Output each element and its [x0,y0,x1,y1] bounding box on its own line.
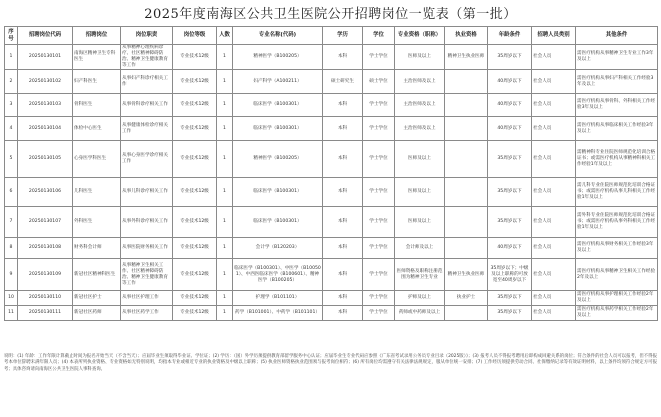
table-cell: 心身医学科医生 [73,141,121,178]
table-cell: 从事儿科诊疗相关工作 [121,178,173,207]
col-header: 人数 [217,27,233,45]
table-cell: 20250130103 [18,94,73,117]
table-cell: 精神医学（B100205） [233,45,323,70]
table-cell: 硕士研究生 [323,70,363,94]
table-cell: 3 [5,94,18,117]
col-header: 专业名称(代码) [233,27,323,45]
table-cell: 妇产科学（A100211） [233,70,323,94]
table-cell: 本科 [323,207,363,238]
table-cell: 社会人员 [532,207,576,238]
table-cell: 主治医师及以上 [395,94,445,117]
table-cell: 外科医生 [73,207,121,238]
table-cell: 学士学位 [363,141,395,178]
table-cell: 4 [5,117,18,141]
table-cell: 精神卫生执业医师 [445,45,488,70]
table-cell: 医师及以上 [395,207,445,238]
table-cell: 本科 [323,178,363,207]
table-cell: 临床医学（B100301）、中医学（B100501）、中西医临床医学（B100601）、精神医学（B100205） [233,259,323,291]
table-cell: 学士学位 [363,117,395,141]
table-cell: 20250130109 [18,259,73,291]
table-cell: 会计师及以上 [395,238,445,259]
table-cell: 40周岁以下 [488,117,532,141]
table-cell: 需精神科专业住院医师规范化培训合格证书；或需医疗机构从事精神科相关工作经验1年及以上 [576,141,658,178]
table-cell: 本科 [323,259,363,291]
col-header: 其他条件 [576,27,658,45]
table-cell: 主治医师及以上 [395,70,445,94]
table-cell: 学士学位 [363,306,395,321]
table-cell: 骨科医生 [73,94,121,117]
col-header: 年龄条件 [488,27,532,45]
table-cell [445,117,488,141]
table-cell: 学士学位 [363,238,395,259]
table-cell: 执业护士 [445,291,488,306]
table-cell: 从事妇产科诊疗相关工作 [121,70,173,94]
table-cell: 新冠社区药师 [73,306,121,321]
table-cell: 1 [217,117,233,141]
table-cell: 20250130111 [18,306,73,321]
table-cell: 学士学位 [363,259,395,291]
table-cell: 35周岁以下；中级及以上职称的可放宽至40周岁以下 [488,259,532,291]
col-header: 招聘人员类别 [532,27,576,45]
table-cell: 20250130101 [18,45,73,70]
table-cell: 1 [217,94,233,117]
col-header: 招聘岗位 [73,27,121,45]
table-cell: 1 [217,178,233,207]
table-cell: 从事医院财务相关工作 [121,238,173,259]
table-cell: 20250130102 [18,70,73,94]
table-cell: 专业技术12级 [173,291,217,306]
table-cell: 体检中心医生 [73,117,121,141]
table-cell: 1 [217,70,233,94]
table-cell: 医师及以上 [395,178,445,207]
table-row [5,117,658,141]
page-title: 2025年度南海区公共卫生医院公开招聘岗位一览表（第一批） [144,7,517,22]
table-cell: 社会人员 [532,117,576,141]
table-cell: 从事心身医学诊疗相关工作 [121,141,173,178]
table-cell: 专业技术12级 [173,94,217,117]
table-cell: 11 [5,306,18,321]
col-header: 学位 [363,27,395,45]
table-cell: 20250130105 [18,141,73,178]
table-cell: 专业技术12级 [173,141,217,178]
table-cell: 从事社区药学工作 [121,306,173,321]
table-cell: 本科 [323,141,363,178]
table-cell: 2 [5,70,18,94]
table-cell: 20250130104 [18,117,73,141]
table-cell: 学士学位 [363,45,395,70]
table-cell: 临床医学（B100301） [233,117,323,141]
table-cell: 专业技术12级 [173,117,217,141]
table-cell: 35周岁以下 [488,207,532,238]
col-header: 序号 [5,27,18,45]
table-cell [445,178,488,207]
table-cell: 10 [5,291,18,306]
table-cell: 新冠社区精神科医生 [73,259,121,291]
table-row [5,238,658,259]
table-cell: 从事健康体检诊疗相关工作 [121,117,173,141]
table-cell: 专业技术12级 [173,45,217,70]
table-cell: 本科 [323,291,363,306]
table-cell: 需医疗机构从事精神卫生专业工作3年及以上 [576,45,658,70]
table-cell: 6 [5,178,18,207]
table-cell: 社会人员 [532,238,576,259]
table-cell: 学士学位 [363,291,395,306]
table-cell: 需医疗机构从事妇产科相关工作经验3年及以上 [576,70,658,94]
table-cell: 1 [217,207,233,238]
table-header-row [5,27,658,45]
table-row [5,45,658,70]
table-cell [445,306,488,321]
table-cell [445,141,488,178]
table-cell: 需医疗机构从事药学相关工作经验2年及以上 [576,306,658,321]
table-cell: 新冠社区护士 [73,291,121,306]
table-cell [445,94,488,117]
table-cell: 专业技术12级 [173,306,217,321]
table-row [5,141,658,178]
table-cell: 本科 [323,306,363,321]
table-cell: 医师及以上 [395,141,445,178]
table-cell: 社会人员 [532,45,576,70]
table-cell: 社会人员 [532,94,576,117]
table-cell: 社会人员 [532,70,576,94]
table-cell: 1 [217,306,233,321]
table-cell: 精神卫生执业医师 [445,259,488,291]
table-cell: 本科 [323,117,363,141]
col-header: 招聘岗位代码 [18,27,73,45]
table-cell: 20250130107 [18,207,73,238]
table-cell: 硕士学位 [363,70,395,94]
table-cell: 社会人员 [532,141,576,178]
col-header: 岗位等级 [173,27,217,45]
table-cell: 40周岁以下 [488,238,532,259]
table-cell: 本科 [323,45,363,70]
table-cell: 医师及以上 [395,45,445,70]
col-header: 执业资格 [445,27,488,45]
table-cell: 需医疗机构从事骨科、外科相关工作经验3年及以上 [576,94,658,117]
table-cell: 学士学位 [363,94,395,117]
table-cell: 需医疗机构从事临床相关工作经验3年及以上 [576,117,658,141]
table-cell: 精神医学（B100205） [233,141,323,178]
table-cell: 临床医学（B100301） [233,207,323,238]
table-cell: 社会人员 [532,178,576,207]
table-cell: 5 [5,141,18,178]
table-cell: 需医疗机构从事精神卫生相关工作经验2年及以上 [576,259,658,291]
table-cell: 从事精神卫生相关工作、社区精神障碍防治、精神卫生健康教育等工作 [121,259,173,291]
table-cell: 社会人员 [532,291,576,306]
table-cell: 临床医学（B100301） [233,94,323,117]
col-header: 专业资格（职称） [395,27,445,45]
table-cell: 40周岁以下 [488,70,532,94]
table-cell: 妇产科医生 [73,70,121,94]
table-cell: 35周岁以下 [488,178,532,207]
table-cell: 需外科专业住院医师规范化培训合格证书；或需医疗机构从事外科相关工作经验1年及以上 [576,207,658,238]
table-cell: 护理学（B101101） [233,291,323,306]
table-cell: 1 [217,238,233,259]
table-cell: 本科 [323,238,363,259]
table-cell: 从事精神心理疾病诊疗、社区精神障碍防治、精神卫生健康教育等工作 [121,45,173,70]
table-body [5,45,658,321]
table-cell: 1 [217,45,233,70]
table-cell: 20250130110 [18,291,73,306]
table-cell: 从事外科诊疗相关工作 [121,207,173,238]
table-cell: 财务科会计师 [73,238,121,259]
table-cell: 1 [217,291,233,306]
col-header: 岗位职责 [121,27,173,45]
table-cell: 本科 [323,94,363,117]
table-cell: 学士学位 [363,207,395,238]
table-row [5,291,658,306]
table-row [5,306,658,321]
table-cell: 护师及以上 [395,291,445,306]
table-cell: 从事社区护理工作 [121,291,173,306]
table-cell [445,70,488,94]
table-cell: 专业技术12级 [173,70,217,94]
table-cell: 35周岁以下 [488,306,532,321]
table-row [5,178,658,207]
table-cell [445,207,488,238]
table-row [5,207,658,238]
positions-table [4,26,658,321]
table-cell: 专业技术12级 [173,259,217,291]
table-cell: 20250130106 [18,178,73,207]
table-cell: 学士学位 [363,178,395,207]
table-cell: 需医疗机构从事财务相关工作经验3年及以上 [576,238,658,259]
table-cell: 药学（B101001）、中药学（B101101） [233,306,323,321]
col-header: 学历 [323,27,363,45]
table-cell: 医师资格及职称注册范围为精神卫生专业 [395,259,445,291]
table-cell: 40周岁以下 [488,94,532,117]
table-cell: 35周岁以下 [488,291,532,306]
table-cell: 35周岁以下 [488,141,532,178]
table-cell: 社会人员 [532,259,576,291]
table-cell: 临床医学（B100301） [233,178,323,207]
table-cell: 9 [5,259,18,291]
table-cell: 南海区精神卫生专科医生 [73,45,121,70]
table-cell: 7 [5,207,18,238]
table-cell: 儿科医生 [73,178,121,207]
table-cell: 药师或中药师及以上 [395,306,445,321]
table-cell [445,238,488,259]
footnotes: 说明：(1) 年龄：工作年限计算截止时间为报名开始当天（不含当天）；应届毕业生须取得毕业证、学位证；(2) 学历：（国）外学历须提供教育部留学服务中心认证；应届毕业生专业代码应参照《广东省考试录用公务员专业目录（2025版）》；(3) 报考人员不得报考聘用后即构成回避关系的岗位；符合条件的社会人员可以报考，但不得报考本单位辞聘未满年限人员；(4) 本表所列执业资格、专业资格如无特别说明，均指本专业或相近专业的执业资格及中级以上职称；(5) 执业医师资格执业范围须与报考岗位相符；(6) 所有岗位均需遵守有关法律法规规定，服从单位统一安排；(7) 工作经历须提供劳动合同、社保缴纳记录等有效证明材料，以上条件均须符合规定方可报考；具体咨询请向南海区公共卫生医院人事科查询。 [4,354,657,372]
table-cell: 8 [5,238,18,259]
table-cell: 从事骨科诊疗相关工作 [121,94,173,117]
table-cell: 专业技术12级 [173,207,217,238]
table-cell: 20250130108 [18,238,73,259]
table-cell: 专业技术12级 [173,238,217,259]
table-cell: 专业技术12级 [173,178,217,207]
table-row [5,259,658,291]
table-cell: 1 [217,259,233,291]
table-row [5,70,658,94]
table-cell: 会计学（B120203） [233,238,323,259]
table-row [5,94,658,117]
table-cell: 1 [5,45,18,70]
table-cell: 需儿科专业住院医师规范化培训合格证书；或需医疗机构从事儿科相关工作经验1年及以上 [576,178,658,207]
table-cell: 社会人员 [532,306,576,321]
table-cell: 需医疗机构从事护理相关工作经验2年及以上 [576,291,658,306]
table-cell: 主治医师及以上 [395,117,445,141]
table-cell: 35周岁以下 [488,45,532,70]
table-cell: 1 [217,141,233,178]
